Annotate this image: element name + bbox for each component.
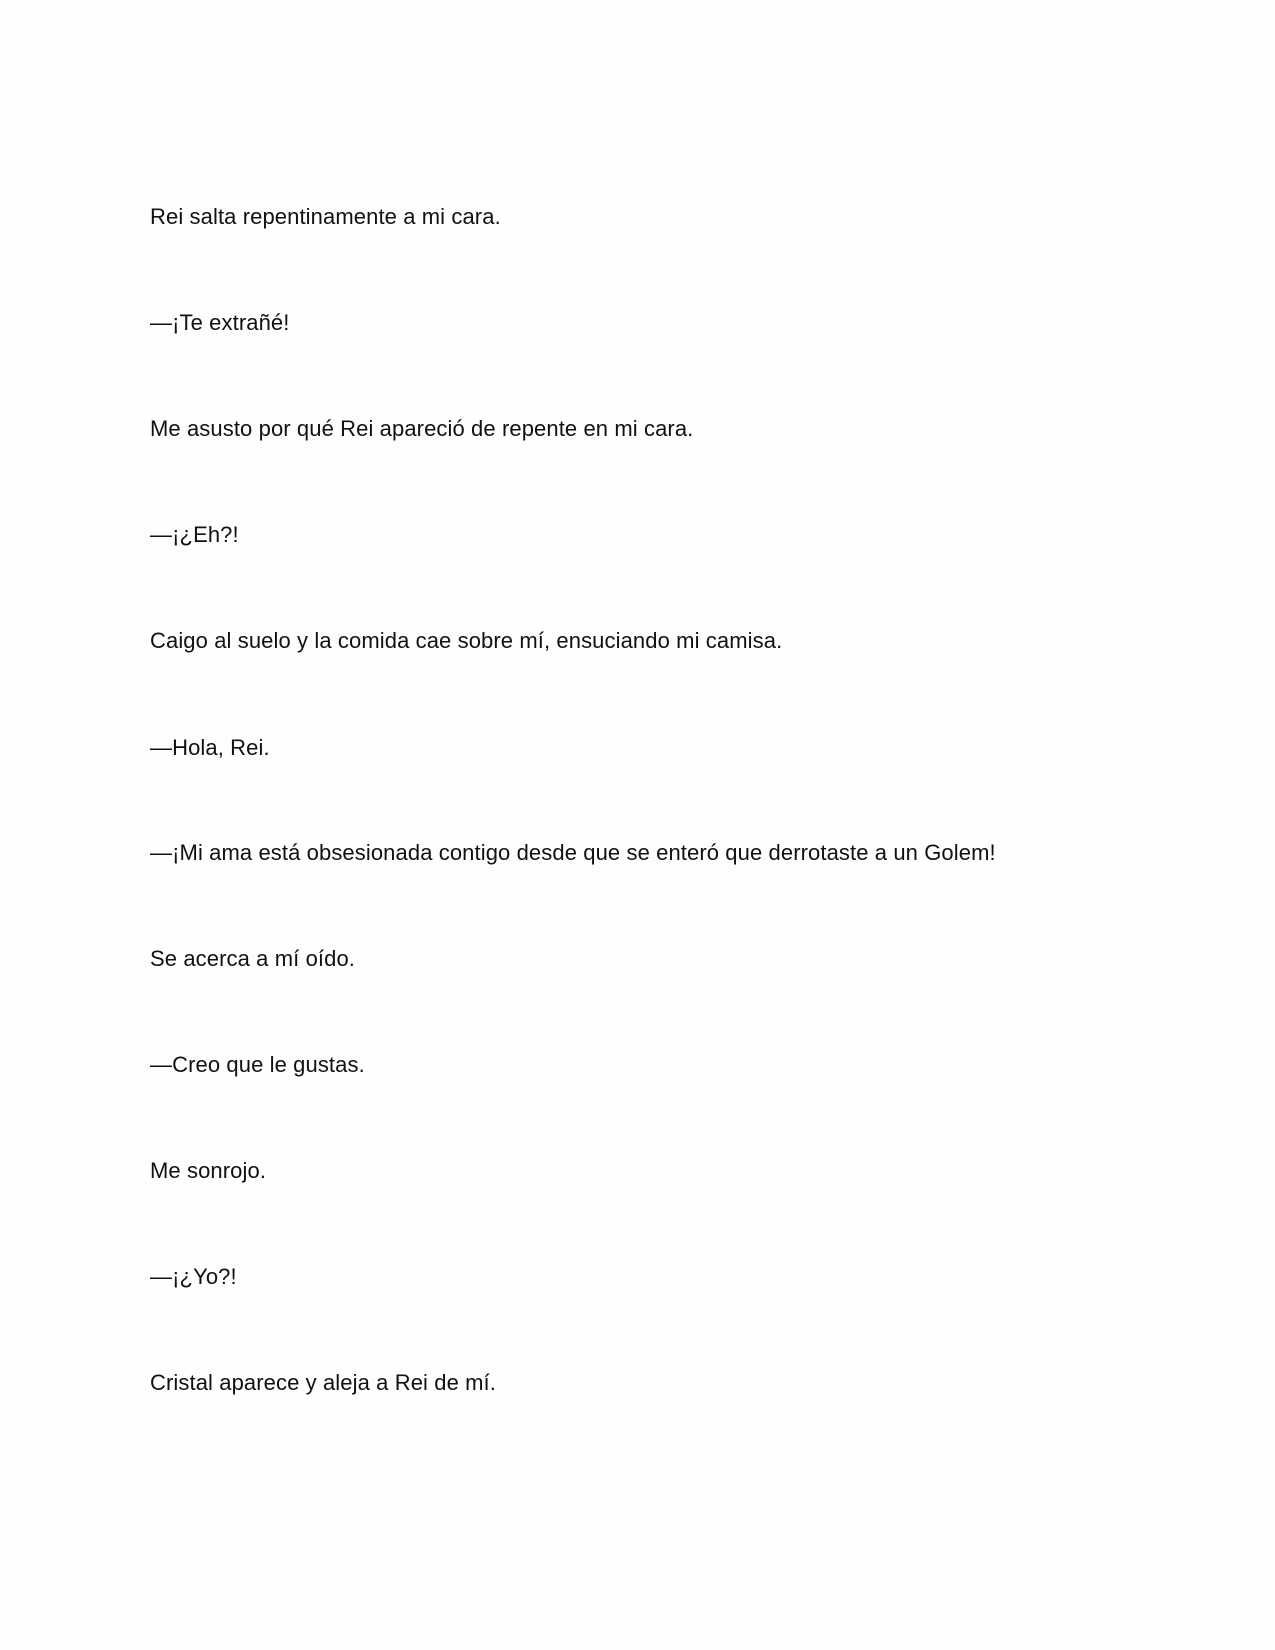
paragraph: Cristal aparece y aleja a Rei de mí.	[150, 1370, 496, 1395]
paragraph: —¡Te extrañé!	[150, 310, 290, 335]
paragraph: —¡¿Eh?!	[150, 522, 239, 547]
paragraph: Me sonrojo.	[150, 1158, 267, 1183]
paragraph: Se acerca a mí oído.	[150, 946, 355, 971]
paragraph: —Hola, Rei.	[150, 735, 270, 760]
paragraph: —¡¿Yo?!	[150, 1264, 237, 1289]
paragraph: —Creo que le gustas.	[150, 1052, 365, 1077]
paragraph: —¡Mi ama está obsesionada contigo desde que se enteró que derrotaste a un Golem!	[150, 840, 996, 865]
paragraph: Caigo al suelo y la comida cae sobre mí, ensuciando mi camisa.	[150, 628, 783, 653]
paragraph: Rei salta repentinamente a mi cara.	[150, 204, 501, 229]
paragraph: Me asusto por qué Rei apareció de repente en mi cara.	[150, 416, 694, 441]
